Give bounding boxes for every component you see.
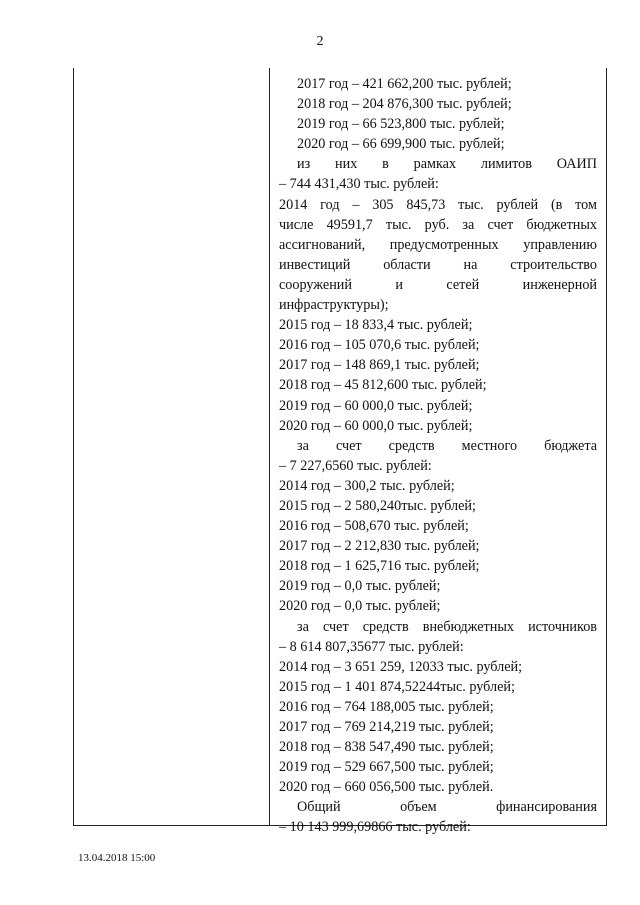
text-line: 2015 год – 2 580,240тыс. рублей; bbox=[279, 497, 476, 514]
text-line: 2017 год – 421 662,200 тыс. рублей; bbox=[297, 76, 512, 92]
text-line: 2019 год – 60 000,0 тыс. рублей; bbox=[279, 397, 473, 414]
text-line: 2017 год – 769 214,219 тыс. рублей; bbox=[279, 719, 494, 735]
text-line: 2020 год – 0,0 тыс. рублей; bbox=[279, 598, 441, 615]
text-line: Общий объем финансирования bbox=[297, 799, 597, 816]
text-line: 2018 год – 838 547,490 тыс. рублей; bbox=[279, 739, 494, 756]
text-line: за счет средств местного бюджета bbox=[297, 437, 597, 454]
text-line: 2019 год – 529 667,500 тыс. рублей; bbox=[279, 759, 494, 776]
text-line: 2020 год – 60 000,0 тыс. рублей; bbox=[279, 417, 473, 434]
text-line: – 744 431,430 тыс. рублей: bbox=[279, 176, 439, 193]
text-line: 2018 год – 45 812,600 тыс. рублей; bbox=[279, 377, 487, 394]
text-line: числе 49591,7 тыс. руб. за счет бюджетных bbox=[279, 216, 597, 233]
text-line: – 10 143 999,69866 тыс. рублей: bbox=[279, 819, 471, 836]
text-line: ассигнований, предусмотренных управлению bbox=[279, 236, 597, 253]
text-line: инвестиций области на строительство bbox=[279, 256, 597, 273]
text-line: 2014 год – 3 651 259, 12033 тыс. рублей; bbox=[279, 658, 523, 675]
text-line: 2017 год – 148 869,1 тыс. рублей; bbox=[279, 357, 480, 374]
text-line: 2016 год – 764 188,005 тыс. рублей; bbox=[279, 698, 494, 715]
text-line: – 7 227,6560 тыс. рублей: bbox=[279, 457, 432, 474]
text-line: за счет средств внебюджетных источников bbox=[297, 618, 597, 635]
text-line: 2019 год – 0,0 тыс. рублей; bbox=[279, 578, 441, 595]
text-line: 2014 год – 305 845,73 тыс. рублей (в том bbox=[279, 196, 597, 213]
text-line: из них в рамках лимитов ОАИП bbox=[297, 156, 597, 173]
text-line: 2016 год – 105 070,6 тыс. рублей; bbox=[279, 337, 480, 354]
text-line: инфраструктуры); bbox=[279, 297, 389, 314]
text-line: 2015 год – 18 833,4 тыс. рублей; bbox=[279, 317, 473, 334]
text-line: – 8 614 807,35677 тыс. рублей: bbox=[279, 638, 464, 655]
footer-timestamp: 13.04.2018 15:00 bbox=[78, 852, 156, 864]
text-line: 2016 год – 508,670 тыс. рублей; bbox=[279, 518, 469, 535]
text-line: 2018 год – 1 625,716 тыс. рублей; bbox=[279, 558, 480, 575]
text-line: 2019 год – 66 523,800 тыс. рублей; bbox=[297, 116, 505, 133]
table-right-column bbox=[279, 74, 597, 838]
text-line: 2020 год – 66 699,900 тыс. рублей; bbox=[297, 136, 505, 153]
text-line: 2017 год – 2 212,830 тыс. рублей; bbox=[279, 538, 480, 555]
table-left-column bbox=[74, 68, 270, 825]
text-line: 2018 год – 204 876,300 тыс. рублей; bbox=[297, 96, 512, 113]
text-line: 2020 год – 660 056,500 тыс. рублей. bbox=[279, 779, 494, 796]
document-table bbox=[73, 68, 607, 836]
text-line: 2015 год – 1 401 874,52244тыс. рублей; bbox=[279, 678, 515, 695]
page-number: 2 bbox=[316, 34, 324, 49]
text-line: 2014 год – 300,2 тыс. рублей; bbox=[279, 477, 455, 494]
text-line: сооружений и сетей инженерной bbox=[279, 276, 597, 293]
